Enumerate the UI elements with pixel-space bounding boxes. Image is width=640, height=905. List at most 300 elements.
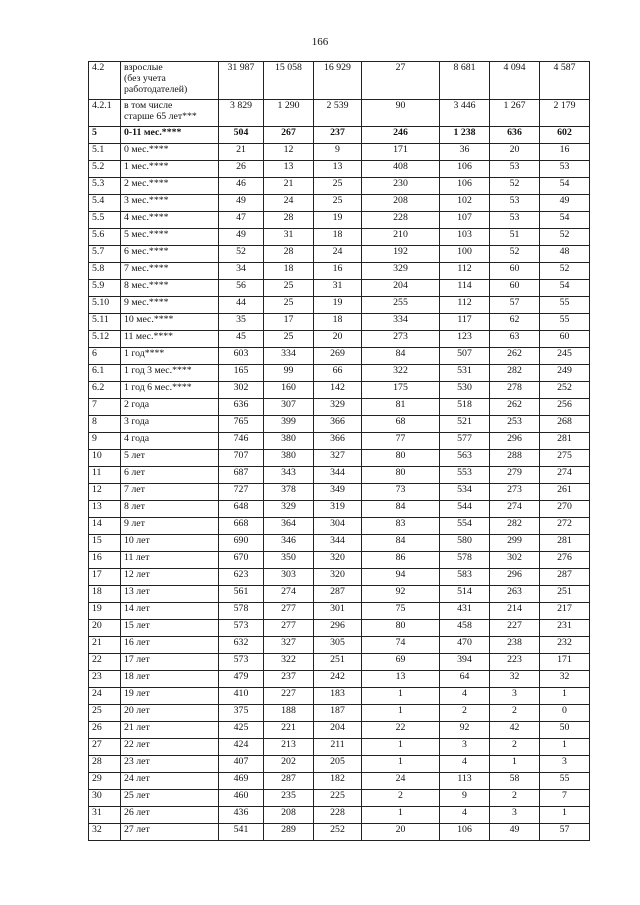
value-cell: 303 bbox=[264, 569, 314, 586]
table-row bbox=[89, 365, 590, 382]
table-row bbox=[89, 569, 590, 586]
value-cell: 302 bbox=[490, 552, 540, 569]
value-cell: 188 bbox=[264, 705, 314, 722]
row-code: 9 bbox=[89, 433, 121, 450]
value-cell: 436 bbox=[219, 807, 264, 824]
value-cell: 4 bbox=[440, 688, 490, 705]
table-row bbox=[89, 637, 590, 654]
value-cell: 32 bbox=[490, 671, 540, 688]
row-label: 8 мес.**** bbox=[121, 280, 219, 297]
value-cell: 90 bbox=[362, 100, 440, 127]
table-row bbox=[89, 144, 590, 161]
value-cell: 1 bbox=[362, 739, 440, 756]
row-label: взрослые (без учета работодателей) bbox=[121, 62, 219, 100]
value-cell: 9 bbox=[440, 790, 490, 807]
value-cell: 237 bbox=[314, 127, 362, 144]
value-cell: 42 bbox=[490, 722, 540, 739]
value-cell: 62 bbox=[490, 314, 540, 331]
value-cell: 366 bbox=[314, 433, 362, 450]
value-cell: 202 bbox=[264, 756, 314, 773]
statistics-table bbox=[88, 61, 590, 841]
value-cell: 253 bbox=[490, 416, 540, 433]
table-row bbox=[89, 688, 590, 705]
row-code: 13 bbox=[89, 501, 121, 518]
row-code: 4.2 bbox=[89, 62, 121, 100]
value-cell: 142 bbox=[314, 382, 362, 399]
value-cell: 25 bbox=[264, 331, 314, 348]
value-cell: 746 bbox=[219, 433, 264, 450]
value-cell: 52 bbox=[490, 246, 540, 263]
value-cell: 117 bbox=[440, 314, 490, 331]
value-cell: 407 bbox=[219, 756, 264, 773]
value-cell: 262 bbox=[490, 399, 540, 416]
row-code: 7 bbox=[89, 399, 121, 416]
table-row bbox=[89, 450, 590, 467]
row-code: 5.9 bbox=[89, 280, 121, 297]
value-cell: 28 bbox=[264, 246, 314, 263]
value-cell: 81 bbox=[362, 399, 440, 416]
table-row bbox=[89, 229, 590, 246]
value-cell: 22 bbox=[362, 722, 440, 739]
value-cell: 19 bbox=[314, 297, 362, 314]
row-label: 23 лет bbox=[121, 756, 219, 773]
value-cell: 1 bbox=[540, 688, 590, 705]
value-cell: 20 bbox=[314, 331, 362, 348]
value-cell: 160 bbox=[264, 382, 314, 399]
value-cell: 2 179 bbox=[540, 100, 590, 127]
value-cell: 54 bbox=[540, 178, 590, 195]
value-cell: 21 bbox=[219, 144, 264, 161]
row-label: 1 мес.**** bbox=[121, 161, 219, 178]
value-cell: 175 bbox=[362, 382, 440, 399]
row-code: 12 bbox=[89, 484, 121, 501]
value-cell: 211 bbox=[314, 739, 362, 756]
value-cell: 687 bbox=[219, 467, 264, 484]
value-cell: 73 bbox=[362, 484, 440, 501]
row-code: 6 bbox=[89, 348, 121, 365]
value-cell: 9 bbox=[314, 144, 362, 161]
row-code: 5.2 bbox=[89, 161, 121, 178]
value-cell: 252 bbox=[314, 824, 362, 841]
value-cell: 64 bbox=[440, 671, 490, 688]
value-cell: 305 bbox=[314, 637, 362, 654]
value-cell: 16 929 bbox=[314, 62, 362, 100]
table-row bbox=[89, 399, 590, 416]
value-cell: 77 bbox=[362, 433, 440, 450]
value-cell: 205 bbox=[314, 756, 362, 773]
value-cell: 4 587 bbox=[540, 62, 590, 100]
value-cell: 1 bbox=[362, 705, 440, 722]
value-cell: 55 bbox=[540, 314, 590, 331]
table-row bbox=[89, 484, 590, 501]
value-cell: 7 bbox=[540, 790, 590, 807]
table-row bbox=[89, 739, 590, 756]
value-cell: 86 bbox=[362, 552, 440, 569]
value-cell: 246 bbox=[362, 127, 440, 144]
value-cell: 304 bbox=[314, 518, 362, 535]
table-row bbox=[89, 100, 590, 127]
value-cell: 31 bbox=[314, 280, 362, 297]
value-cell: 301 bbox=[314, 603, 362, 620]
value-cell: 94 bbox=[362, 569, 440, 586]
row-code: 5.8 bbox=[89, 263, 121, 280]
value-cell: 52 bbox=[540, 263, 590, 280]
row-label: 21 лет bbox=[121, 722, 219, 739]
table-row bbox=[89, 62, 590, 100]
row-code: 11 bbox=[89, 467, 121, 484]
table-row bbox=[89, 807, 590, 824]
table-row bbox=[89, 824, 590, 841]
value-cell: 102 bbox=[440, 195, 490, 212]
row-label: 1 год**** bbox=[121, 348, 219, 365]
row-label: 6 мес.**** bbox=[121, 246, 219, 263]
value-cell: 231 bbox=[540, 620, 590, 637]
row-code: 31 bbox=[89, 807, 121, 824]
row-code: 5.4 bbox=[89, 195, 121, 212]
value-cell: 238 bbox=[490, 637, 540, 654]
row-label: 0 мес.**** bbox=[121, 144, 219, 161]
value-cell: 25 bbox=[314, 178, 362, 195]
value-cell: 1 238 bbox=[440, 127, 490, 144]
value-cell: 375 bbox=[219, 705, 264, 722]
value-cell: 15 058 bbox=[264, 62, 314, 100]
table-row bbox=[89, 314, 590, 331]
value-cell: 107 bbox=[440, 212, 490, 229]
value-cell: 106 bbox=[440, 178, 490, 195]
value-cell: 255 bbox=[362, 297, 440, 314]
value-cell: 344 bbox=[314, 535, 362, 552]
value-cell: 561 bbox=[219, 586, 264, 603]
value-cell: 18 bbox=[314, 229, 362, 246]
value-cell: 623 bbox=[219, 569, 264, 586]
value-cell: 192 bbox=[362, 246, 440, 263]
value-cell: 106 bbox=[440, 161, 490, 178]
value-cell: 343 bbox=[264, 467, 314, 484]
value-cell: 20 bbox=[362, 824, 440, 841]
row-label: 20 лет bbox=[121, 705, 219, 722]
value-cell: 100 bbox=[440, 246, 490, 263]
value-cell: 1 bbox=[362, 756, 440, 773]
table-row bbox=[89, 246, 590, 263]
value-cell: 84 bbox=[362, 348, 440, 365]
row-label: 13 лет bbox=[121, 586, 219, 603]
value-cell: 92 bbox=[362, 586, 440, 603]
value-cell: 364 bbox=[264, 518, 314, 535]
value-cell: 518 bbox=[440, 399, 490, 416]
row-label: 18 лет bbox=[121, 671, 219, 688]
value-cell: 261 bbox=[540, 484, 590, 501]
row-label: 11 лет bbox=[121, 552, 219, 569]
value-cell: 349 bbox=[314, 484, 362, 501]
value-cell: 182 bbox=[314, 773, 362, 790]
value-cell: 232 bbox=[540, 637, 590, 654]
value-cell: 346 bbox=[264, 535, 314, 552]
value-cell: 60 bbox=[540, 331, 590, 348]
value-cell: 4 bbox=[440, 756, 490, 773]
value-cell: 249 bbox=[540, 365, 590, 382]
value-cell: 80 bbox=[362, 450, 440, 467]
value-cell: 53 bbox=[540, 161, 590, 178]
table-row bbox=[89, 467, 590, 484]
row-code: 17 bbox=[89, 569, 121, 586]
value-cell: 227 bbox=[264, 688, 314, 705]
row-label: 12 лет bbox=[121, 569, 219, 586]
value-cell: 274 bbox=[490, 501, 540, 518]
row-label: 5 мес.**** bbox=[121, 229, 219, 246]
value-cell: 287 bbox=[314, 586, 362, 603]
value-cell: 52 bbox=[540, 229, 590, 246]
value-cell: 113 bbox=[440, 773, 490, 790]
row-label: 16 лет bbox=[121, 637, 219, 654]
table-row bbox=[89, 382, 590, 399]
value-cell: 380 bbox=[264, 433, 314, 450]
value-cell: 334 bbox=[264, 348, 314, 365]
value-cell: 210 bbox=[362, 229, 440, 246]
row-code: 23 bbox=[89, 671, 121, 688]
value-cell: 49 bbox=[490, 824, 540, 841]
row-label: 0-11 мес.**** bbox=[121, 127, 219, 144]
row-label: 11 мес.**** bbox=[121, 331, 219, 348]
value-cell: 458 bbox=[440, 620, 490, 637]
value-cell: 302 bbox=[219, 382, 264, 399]
row-code: 5.6 bbox=[89, 229, 121, 246]
row-code: 29 bbox=[89, 773, 121, 790]
row-label: 2 мес.**** bbox=[121, 178, 219, 195]
value-cell: 83 bbox=[362, 518, 440, 535]
value-cell: 648 bbox=[219, 501, 264, 518]
row-label: 14 лет bbox=[121, 603, 219, 620]
value-cell: 183 bbox=[314, 688, 362, 705]
row-label: 15 лет bbox=[121, 620, 219, 637]
value-cell: 277 bbox=[264, 620, 314, 637]
value-cell: 24 bbox=[314, 246, 362, 263]
value-cell: 55 bbox=[540, 773, 590, 790]
table-row bbox=[89, 263, 590, 280]
row-label: 6 лет bbox=[121, 467, 219, 484]
value-cell: 60 bbox=[490, 280, 540, 297]
value-cell: 2 539 bbox=[314, 100, 362, 127]
value-cell: 668 bbox=[219, 518, 264, 535]
value-cell: 296 bbox=[490, 433, 540, 450]
value-cell: 3 bbox=[490, 807, 540, 824]
value-cell: 514 bbox=[440, 586, 490, 603]
value-cell: 251 bbox=[314, 654, 362, 671]
value-cell: 3 bbox=[490, 688, 540, 705]
value-cell: 307 bbox=[264, 399, 314, 416]
row-code: 5.7 bbox=[89, 246, 121, 263]
value-cell: 541 bbox=[219, 824, 264, 841]
value-cell: 460 bbox=[219, 790, 264, 807]
value-cell: 25 bbox=[264, 297, 314, 314]
value-cell: 45 bbox=[219, 331, 264, 348]
value-cell: 263 bbox=[490, 586, 540, 603]
value-cell: 350 bbox=[264, 552, 314, 569]
row-code: 15 bbox=[89, 535, 121, 552]
value-cell: 80 bbox=[362, 467, 440, 484]
value-cell: 18 bbox=[264, 263, 314, 280]
value-cell: 57 bbox=[490, 297, 540, 314]
value-cell: 577 bbox=[440, 433, 490, 450]
value-cell: 281 bbox=[540, 535, 590, 552]
row-label: 4 мес.**** bbox=[121, 212, 219, 229]
value-cell: 329 bbox=[314, 399, 362, 416]
row-label: в том числе старше 65 лет*** bbox=[121, 100, 219, 127]
value-cell: 28 bbox=[264, 212, 314, 229]
row-label: 1 год 6 мес.**** bbox=[121, 382, 219, 399]
value-cell: 399 bbox=[264, 416, 314, 433]
row-code: 24 bbox=[89, 688, 121, 705]
row-code: 5.11 bbox=[89, 314, 121, 331]
value-cell: 3 bbox=[440, 739, 490, 756]
value-cell: 288 bbox=[490, 450, 540, 467]
value-cell: 19 bbox=[314, 212, 362, 229]
value-cell: 602 bbox=[540, 127, 590, 144]
value-cell: 208 bbox=[264, 807, 314, 824]
value-cell: 49 bbox=[540, 195, 590, 212]
table-row bbox=[89, 552, 590, 569]
table-row bbox=[89, 178, 590, 195]
table-row bbox=[89, 671, 590, 688]
row-code: 16 bbox=[89, 552, 121, 569]
value-cell: 269 bbox=[314, 348, 362, 365]
value-cell: 603 bbox=[219, 348, 264, 365]
value-cell: 49 bbox=[219, 195, 264, 212]
value-cell: 322 bbox=[362, 365, 440, 382]
table-row bbox=[89, 161, 590, 178]
value-cell: 230 bbox=[362, 178, 440, 195]
row-label: 2 года bbox=[121, 399, 219, 416]
row-label: 7 мес.**** bbox=[121, 263, 219, 280]
table-row bbox=[89, 790, 590, 807]
table-row bbox=[89, 722, 590, 739]
value-cell: 4 bbox=[440, 807, 490, 824]
value-cell: 56 bbox=[219, 280, 264, 297]
value-cell: 221 bbox=[264, 722, 314, 739]
value-cell: 380 bbox=[264, 450, 314, 467]
value-cell: 322 bbox=[264, 654, 314, 671]
value-cell: 213 bbox=[264, 739, 314, 756]
value-cell: 4 094 bbox=[490, 62, 540, 100]
value-cell: 276 bbox=[540, 552, 590, 569]
row-label: 9 лет bbox=[121, 518, 219, 535]
row-code: 5.12 bbox=[89, 331, 121, 348]
row-code: 5 bbox=[89, 127, 121, 144]
row-label: 3 мес.**** bbox=[121, 195, 219, 212]
value-cell: 251 bbox=[540, 586, 590, 603]
value-cell: 57 bbox=[540, 824, 590, 841]
row-code: 8 bbox=[89, 416, 121, 433]
table-body bbox=[89, 62, 590, 841]
value-cell: 31 bbox=[264, 229, 314, 246]
row-code: 5.1 bbox=[89, 144, 121, 161]
value-cell: 13 bbox=[314, 161, 362, 178]
table-row bbox=[89, 501, 590, 518]
row-code: 21 bbox=[89, 637, 121, 654]
value-cell: 329 bbox=[264, 501, 314, 518]
table-row bbox=[89, 773, 590, 790]
value-cell: 68 bbox=[362, 416, 440, 433]
value-cell: 66 bbox=[314, 365, 362, 382]
value-cell: 289 bbox=[264, 824, 314, 841]
value-cell: 112 bbox=[440, 263, 490, 280]
value-cell: 53 bbox=[490, 212, 540, 229]
table-row bbox=[89, 603, 590, 620]
row-code: 30 bbox=[89, 790, 121, 807]
value-cell: 227 bbox=[490, 620, 540, 637]
value-cell: 223 bbox=[490, 654, 540, 671]
value-cell: 727 bbox=[219, 484, 264, 501]
value-cell: 378 bbox=[264, 484, 314, 501]
row-code: 20 bbox=[89, 620, 121, 637]
value-cell: 252 bbox=[540, 382, 590, 399]
value-cell: 479 bbox=[219, 671, 264, 688]
row-label: 5 лет bbox=[121, 450, 219, 467]
value-cell: 320 bbox=[314, 569, 362, 586]
value-cell: 171 bbox=[362, 144, 440, 161]
value-cell: 58 bbox=[490, 773, 540, 790]
value-cell: 262 bbox=[490, 348, 540, 365]
value-cell: 521 bbox=[440, 416, 490, 433]
value-cell: 334 bbox=[362, 314, 440, 331]
value-cell: 24 bbox=[362, 773, 440, 790]
value-cell: 1 bbox=[540, 739, 590, 756]
table-row bbox=[89, 586, 590, 603]
value-cell: 329 bbox=[362, 263, 440, 280]
value-cell: 2 bbox=[440, 705, 490, 722]
value-cell: 274 bbox=[540, 467, 590, 484]
row-label: 27 лет bbox=[121, 824, 219, 841]
value-cell: 707 bbox=[219, 450, 264, 467]
value-cell: 187 bbox=[314, 705, 362, 722]
row-label: 22 лет bbox=[121, 739, 219, 756]
value-cell: 12 bbox=[264, 144, 314, 161]
value-cell: 3 829 bbox=[219, 100, 264, 127]
value-cell: 245 bbox=[540, 348, 590, 365]
row-code: 26 bbox=[89, 722, 121, 739]
value-cell: 36 bbox=[440, 144, 490, 161]
value-cell: 0 bbox=[540, 705, 590, 722]
value-cell: 204 bbox=[314, 722, 362, 739]
value-cell: 74 bbox=[362, 637, 440, 654]
row-code: 6.2 bbox=[89, 382, 121, 399]
value-cell: 31 987 bbox=[219, 62, 264, 100]
row-code: 19 bbox=[89, 603, 121, 620]
value-cell: 278 bbox=[490, 382, 540, 399]
value-cell: 63 bbox=[490, 331, 540, 348]
value-cell: 530 bbox=[440, 382, 490, 399]
value-cell: 35 bbox=[219, 314, 264, 331]
value-cell: 267 bbox=[264, 127, 314, 144]
value-cell: 424 bbox=[219, 739, 264, 756]
table-row bbox=[89, 280, 590, 297]
value-cell: 273 bbox=[362, 331, 440, 348]
value-cell: 20 bbox=[490, 144, 540, 161]
value-cell: 8 681 bbox=[440, 62, 490, 100]
value-cell: 670 bbox=[219, 552, 264, 569]
value-cell: 52 bbox=[490, 178, 540, 195]
value-cell: 504 bbox=[219, 127, 264, 144]
value-cell: 2 bbox=[362, 790, 440, 807]
table-row bbox=[89, 705, 590, 722]
value-cell: 69 bbox=[362, 654, 440, 671]
row-label: 17 лет bbox=[121, 654, 219, 671]
value-cell: 44 bbox=[219, 297, 264, 314]
table-row bbox=[89, 348, 590, 365]
value-cell: 282 bbox=[490, 518, 540, 535]
value-cell: 425 bbox=[219, 722, 264, 739]
value-cell: 256 bbox=[540, 399, 590, 416]
row-code: 5.3 bbox=[89, 178, 121, 195]
